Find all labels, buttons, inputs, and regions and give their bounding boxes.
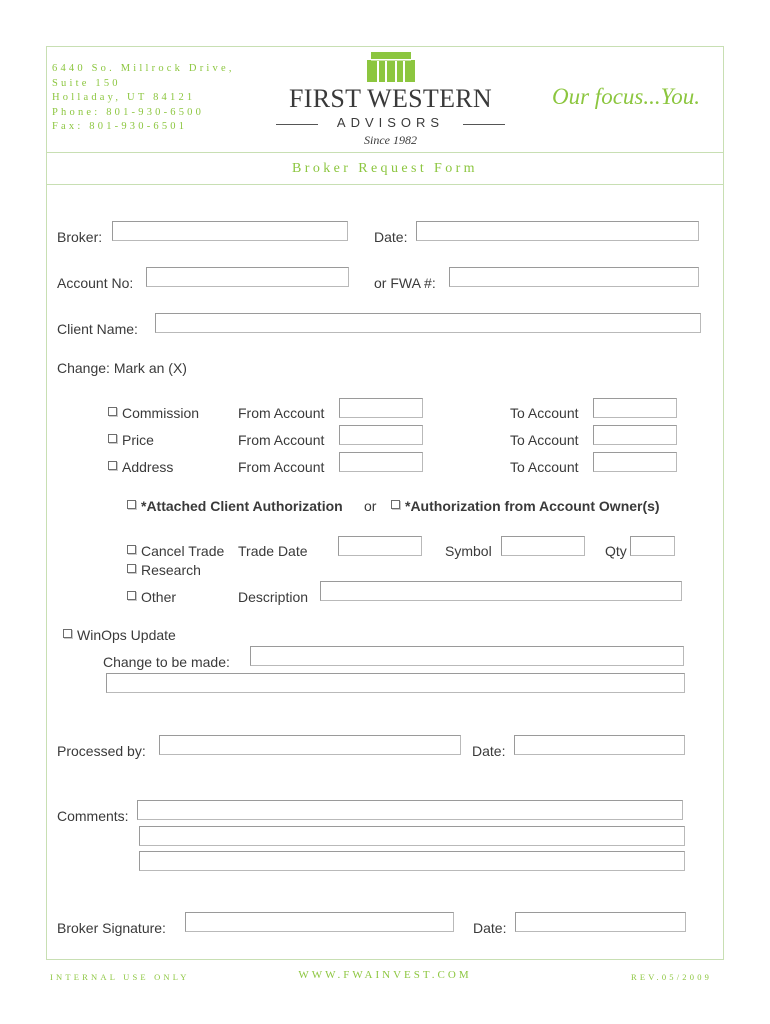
research-checkbox[interactable] [127,564,136,573]
symbol-field[interactable] [501,536,585,556]
logo-since: Since 1982 [364,133,417,147]
footer-website: WWW.FWAINVEST.COM [298,969,472,981]
change-to-be-made-field-2[interactable] [106,673,685,693]
broker-label: Broker: [57,229,103,245]
cancel-trade-label: Cancel Trade [141,543,225,559]
winops-checkbox[interactable] [63,629,72,638]
processed-by-field[interactable] [159,735,461,755]
attached-authorization-label: *Attached Client Authorization [141,498,343,514]
logo-subtitle [268,115,513,133]
price-to-field[interactable] [593,425,677,445]
owner-authorization-label: *Authorization from Account Owner(s) [405,498,660,514]
address-from-field[interactable] [339,452,423,472]
commission-to-field[interactable] [593,398,677,418]
account-no-field[interactable] [146,267,349,287]
client-name-label: Client Name: [57,321,138,337]
description-field[interactable] [320,581,682,601]
price-to-label: To Account [510,432,579,448]
fwa-label: or FWA #: [374,275,436,291]
signature-date-field[interactable] [515,912,686,932]
cancel-trade-checkbox[interactable] [127,545,136,554]
winops-label: WinOps Update [77,627,176,643]
commission-to-label: To Account [510,405,579,421]
price-checkbox[interactable] [108,434,117,443]
logo-rule-right [463,124,505,125]
tagline: Our focus...You. [552,84,701,109]
qty-field[interactable] [630,536,675,556]
address-to-label: To Account [510,459,579,475]
title-bar [46,152,724,185]
authorization-or-label: or [364,498,377,514]
symbol-label: Symbol [445,543,492,559]
footer-revision: REV.05/2009 [631,972,713,982]
trade-date-label: Trade Date [238,543,308,559]
price-from-label: From Account [238,432,325,448]
comments-field-2[interactable] [139,826,685,846]
commission-label: Commission [122,405,200,421]
date-field[interactable] [416,221,699,241]
logo-name: FIRST WESTERN [288,84,493,113]
address-line: 6440 So. Millrock Drive, [52,63,235,74]
account-no-label: Account No: [57,275,134,291]
other-checkbox[interactable] [127,591,136,600]
phone-line: Phone: 801-930-6500 [52,106,205,118]
address-block [52,62,235,135]
comments-label: Comments: [57,808,129,824]
address-line: Holladay, UT 84121 [52,92,196,104]
price-from-field[interactable] [339,425,423,445]
change-label: Change: Mark an (X) [57,360,187,376]
address-line: Suite 150 [52,77,121,89]
description-label: Description [238,589,309,605]
address-from-label: From Account [238,459,325,475]
processed-by-label: Processed by: [57,743,146,759]
broker-signature-label: Broker Signature: [57,920,166,936]
qty-label: Qty [605,543,627,559]
attached-authorization-checkbox[interactable] [127,500,136,509]
company-logo [268,52,513,148]
commission-checkbox[interactable] [108,407,117,416]
address-to-field[interactable] [593,452,677,472]
footer-internal-use: INTERNAL USE ONLY [50,972,190,982]
address-label: Address [122,459,174,475]
commission-from-field[interactable] [339,398,423,418]
processed-date-field[interactable] [514,735,685,755]
broker-field[interactable] [112,221,348,241]
signature-date-label: Date: [473,920,507,936]
form-title: Broker Request Form [292,161,478,176]
change-to-be-made-field[interactable] [250,646,684,666]
address-checkbox[interactable] [108,461,117,470]
logo-sub-text: ADVISORS [336,115,445,130]
comments-field-3[interactable] [139,851,685,871]
date-label: Date: [374,229,408,245]
columns-logo-icon [367,52,415,82]
broker-signature-field[interactable] [185,912,454,932]
other-label: Other [141,589,177,605]
commission-from-label: From Account [238,405,325,421]
processed-date-label: Date: [472,743,506,759]
owner-authorization-checkbox[interactable] [391,500,400,509]
change-to-be-made-label: Change to be made: [103,654,230,670]
research-label: Research [141,562,201,578]
price-label: Price [122,432,154,448]
fax-line: Fax: 801-930-6501 [52,121,188,133]
fwa-field[interactable] [449,267,699,287]
client-name-field[interactable] [155,313,701,333]
comments-field-1[interactable] [137,800,683,820]
trade-date-field[interactable] [338,536,422,556]
